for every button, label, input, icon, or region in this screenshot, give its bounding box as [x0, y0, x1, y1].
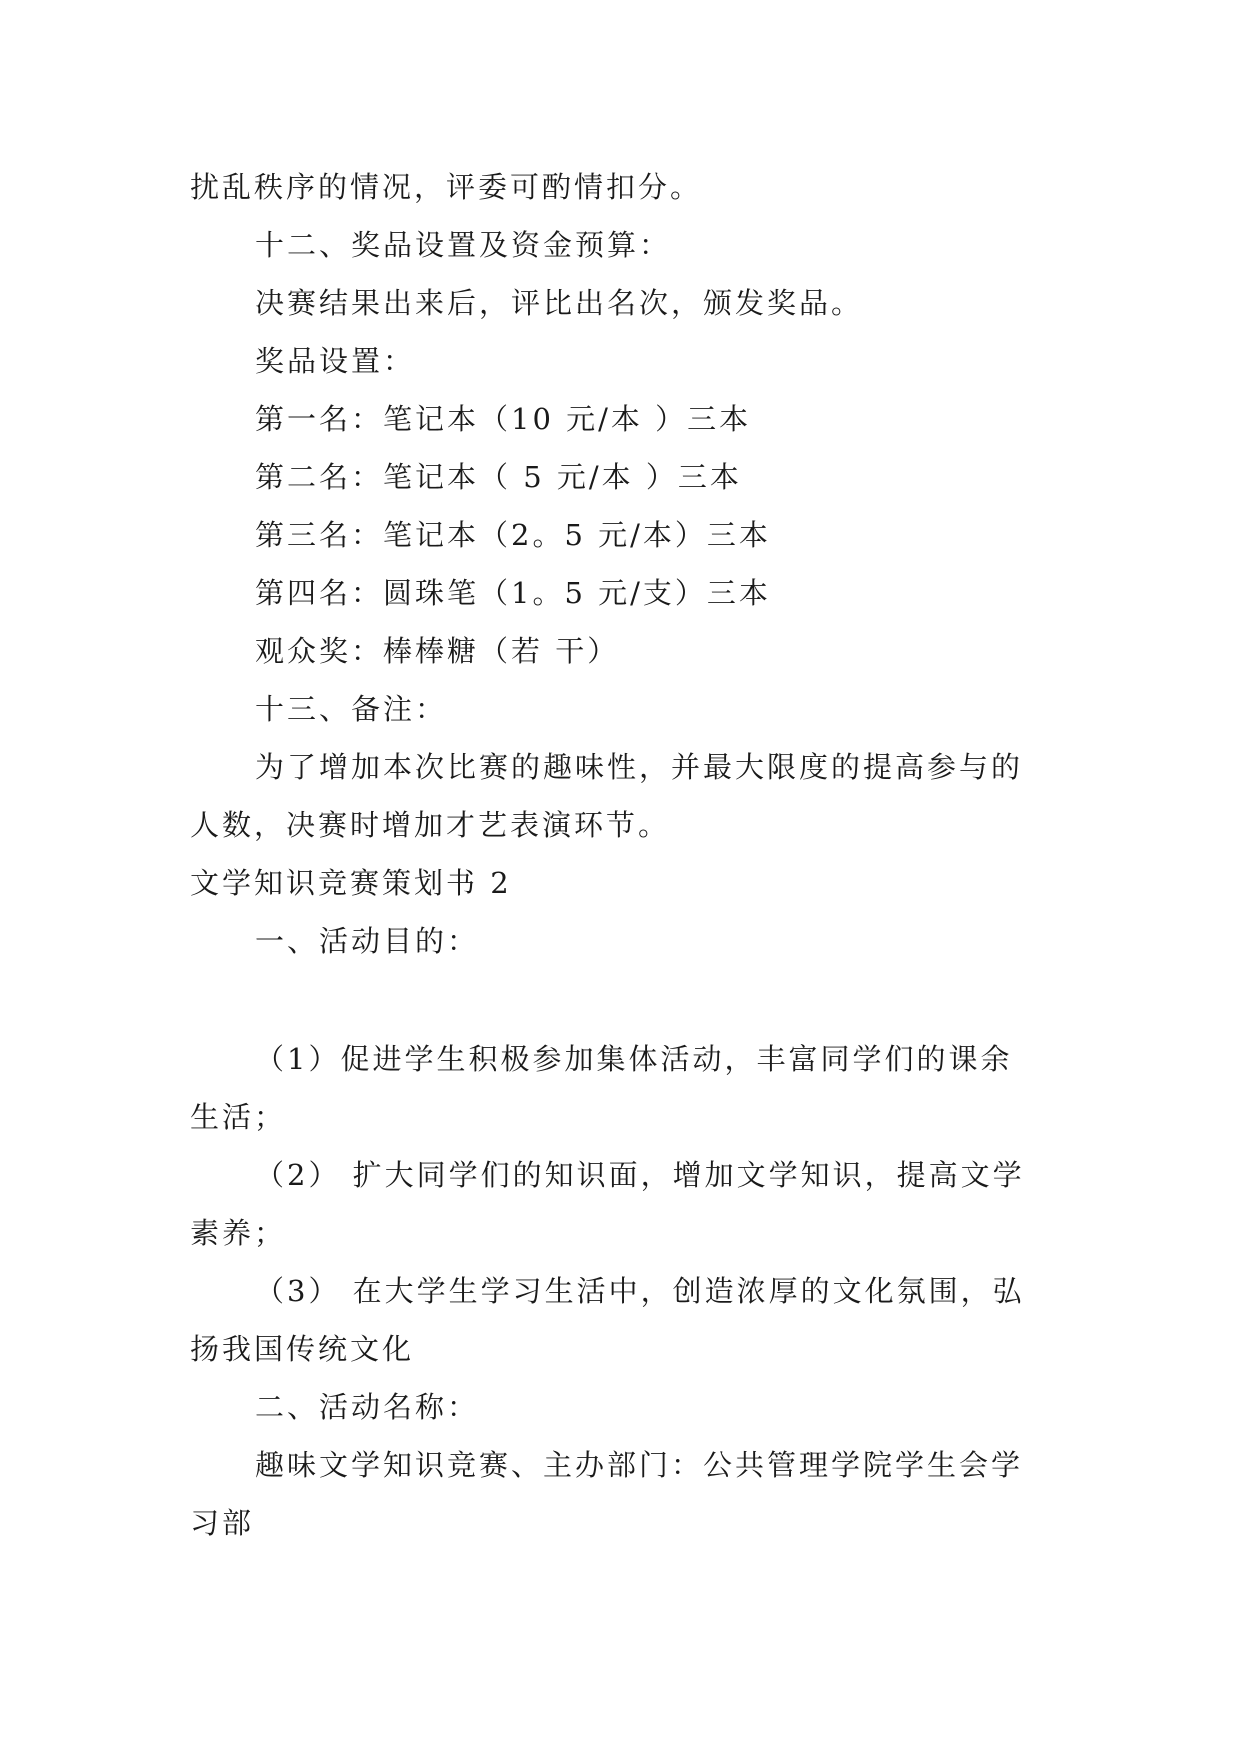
prize-item-first: 第一名：笔记本（10 元/本 ）三本 [255, 402, 752, 436]
prize-list-heading: 奖品设置： [255, 344, 416, 378]
purpose-item-1: （1）促进学生积极参加集体活动，丰富同学们的课余 [255, 1042, 1013, 1076]
document-subtitle: 文学知识竞赛策划书 2 [190, 866, 512, 900]
paragraph-line: 人数，决赛时增加才艺表演环节。 [190, 808, 671, 842]
prize-item-second: 第二名：笔记本（ 5 元/本 ）三本 [255, 460, 742, 494]
paragraph-line: 决赛结果出来后，评比出名次，颁发奖品。 [255, 286, 864, 320]
section-heading-name: 二、活动名称： [255, 1390, 480, 1424]
section-heading-purpose: 一、活动目的： [255, 924, 480, 958]
prize-item-fourth: 第四名：圆珠笔（1。5 元/支）三本 [255, 576, 771, 610]
purpose-item-3: （3） 在大学生学习生活中，创造浓厚的文化氛围，弘 [255, 1274, 1025, 1308]
section-heading-prizes: 十二、奖品设置及资金预算： [255, 228, 672, 262]
paragraph-line: 扬我国传统文化 [190, 1332, 415, 1366]
paragraph-line: 生活； [190, 1100, 287, 1134]
blank-line [190, 970, 1050, 1030]
section-heading-notes: 十三、备注： [255, 692, 448, 726]
paragraph-line: 为了增加本次比赛的趣味性，并最大限度的提高参与的 [255, 750, 1024, 784]
document-body [190, 158, 1050, 1552]
prize-item-third: 第三名：笔记本（2。5 元/本）三本 [255, 518, 771, 552]
paragraph-line: 素养； [190, 1216, 287, 1250]
paragraph-line: 趣味文学知识竞赛、主办部门：公共管理学院学生会学 [255, 1448, 1024, 1482]
prize-item-audience: 观众奖：棒棒糖（若 干） [255, 634, 620, 668]
paragraph-line: 习部 [190, 1506, 255, 1540]
paragraph-line: 扰乱秩序的情况，评委可酌情扣分。 [190, 170, 703, 204]
purpose-item-2: （2） 扩大同学们的知识面，增加文学知识，提高文学 [255, 1158, 1025, 1192]
